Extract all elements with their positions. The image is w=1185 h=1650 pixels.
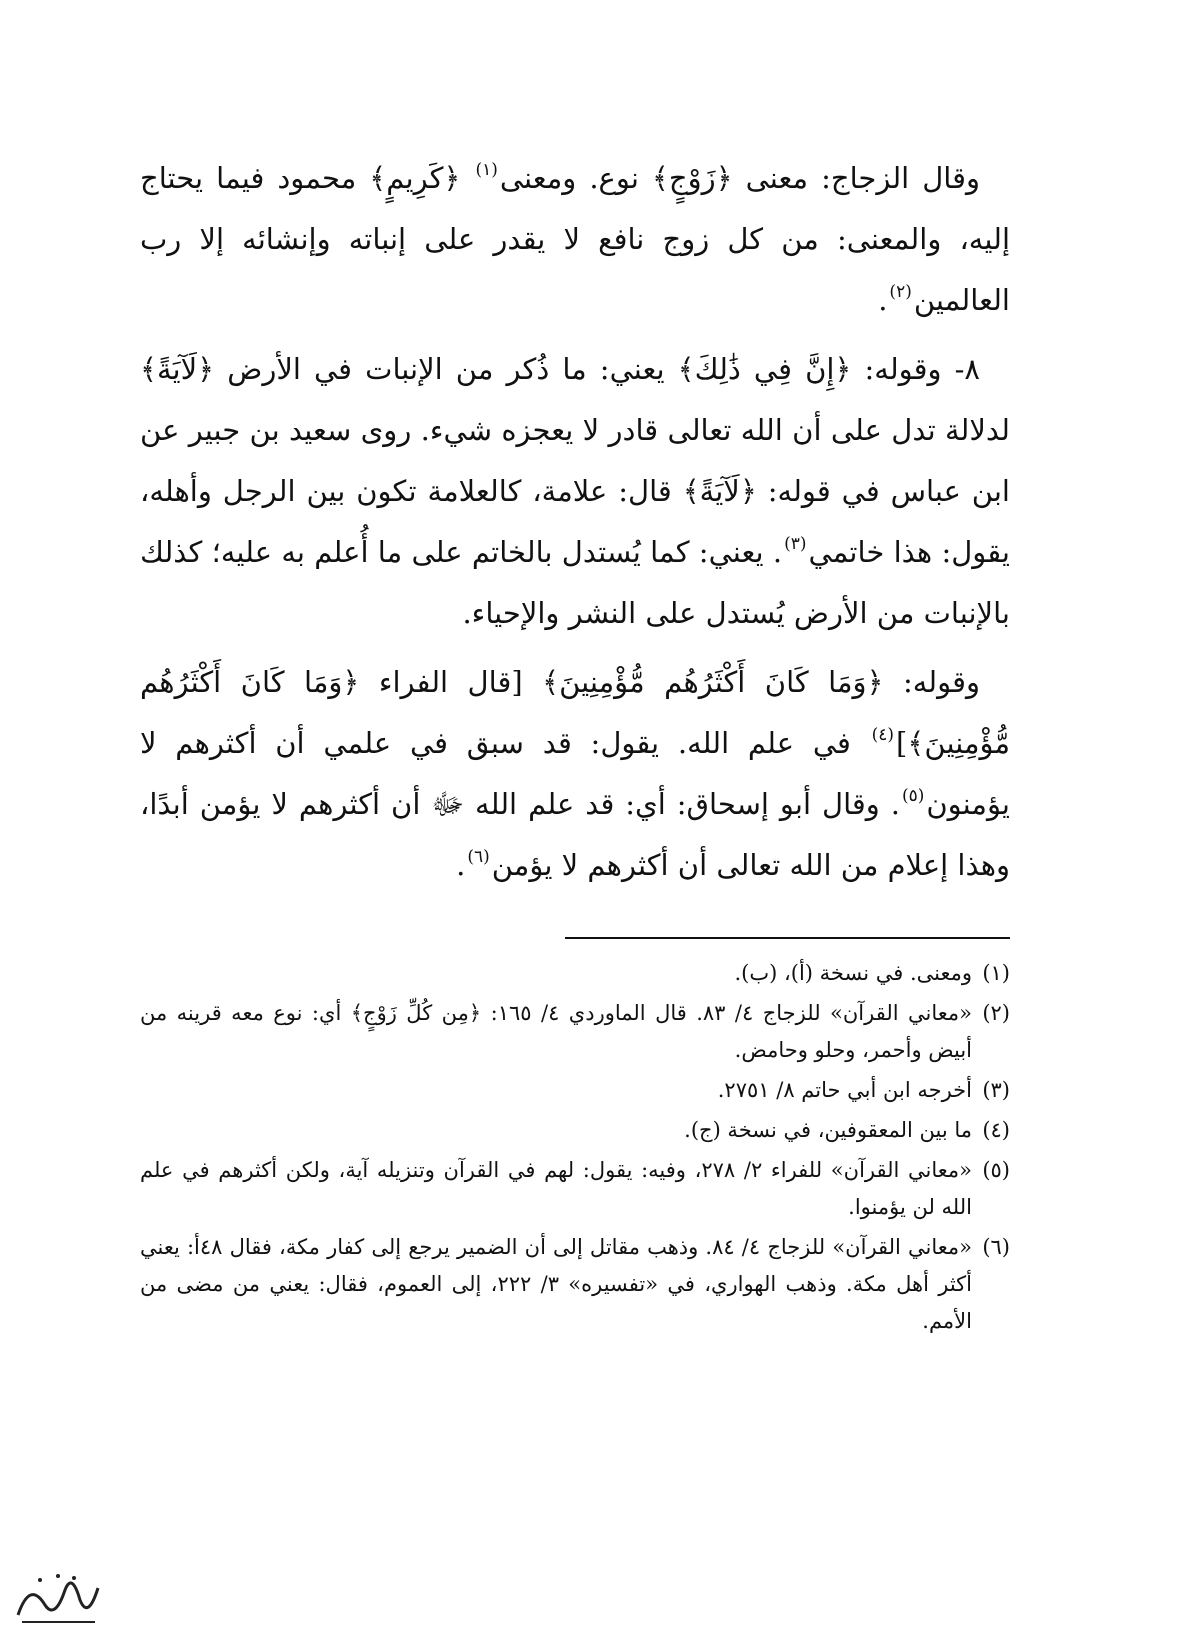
footnote-item [140, 1229, 1010, 1340]
footnote-separator [565, 937, 1010, 939]
paragraph-text: . وقال أبو إسحاق: أي: قد علم الله ﷻ أن أكثرهم لا يؤمن أبدًا، وهذا إعلام من الله تعالى أن أكثرهم لا يؤمن [140, 787, 1010, 882]
footnotes [140, 955, 1010, 1343]
quran-quote: ﴿زَوْجٍ﴾ [651, 161, 733, 195]
paragraph [140, 148, 1010, 331]
paragraph-text: . [878, 283, 888, 317]
footnote-ref: (٦) [467, 847, 490, 867]
paragraph-text: لدلالة تدل على أن الله تعالى قادر لا يعجزه شيء. روى سعيد بن جبير عن ابن عباس في قوله: [140, 413, 1010, 508]
paragraph-text: محمود فيما يحتاج إليه، والمعنى: من كل زوج نافع لا يقدر على إنباته وإنشائه إلا رب العالمين [140, 161, 1010, 317]
footnote-text: أخرجه ابن أبي حاتم ٨/ ٢٧٥١. [717, 1078, 972, 1102]
footnote-ref: (١) [475, 160, 498, 180]
publisher-logo [10, 1560, 105, 1632]
footnote-text: «معاني القرآن» للزجاج ٤/ ٨٤. وذهب مقاتل إلى أن الضمير يرجع إلى كفار مكة، فقال ٤٨أ: يعني أكثر أهل مكة. وذهب الهواري، في «تفسيره» ٣/ ٢٢٢، إلى العموم، فقال: يعني من مضى من الأمم. [140, 1235, 972, 1333]
footnote-text: «معاني القرآن» للفراء ٢/ ٢٧٨، وفيه: يقول: لهم في القرآن وتنزيله آية، ولكن أكثرهم في علم الله لن يؤمنوا. [140, 1158, 972, 1219]
paragraph-text: وقال الزجاج: معنى [732, 161, 981, 195]
quran-quote: ﴿وَمَا كَانَ أَكْثَرُهُم مُّؤْمِنِينَ﴾ [140, 665, 1010, 760]
paragraph-text: . يعني: كما يُستدل بالخاتم على ما أُعلم به عليه؛ كذلك بالإنبات من الأرض يُستدل على النشر والإحياء. [140, 535, 1010, 630]
paragraph-text: وقوله: [883, 665, 980, 699]
paragraph-text: يعني: ما ذُكر من الإنبات في الأرض [214, 352, 678, 386]
quran-quote: ﴿إِنَّ فِي ذَٰلِكَ﴾ [677, 352, 852, 386]
paragraph-text: [قال الفراء [359, 665, 543, 699]
paragraph-text: في علم الله. يقول: قد سبق في علمي أن أكثرهم لا يؤمنون [140, 726, 1010, 821]
footnote-text: «معاني القرآن» للزجاج ٤/ ٨٣. قال الماوردي ٤/ ١٦٥: ﴿مِن كُلِّ زَوْجٍ﴾ أي: نوع معه قرينه من أبيض وأحمر، وحلو وحامض. [140, 1001, 972, 1062]
paragraph-text: قال: علامة، كالعلامة تكون بين الرجل وأهله، يقول: هذا خاتمي [140, 474, 1011, 569]
footnote-ref: (٥) [901, 786, 925, 806]
footnote-ref: (٣) [784, 534, 807, 554]
footnote-number: (٤) [982, 1118, 1010, 1142]
footnote-text: ومعنى. في نسخة (أ)، (ب). [734, 961, 972, 985]
footnote-item [140, 1152, 1010, 1226]
paragraph-text: ٨- وقوله: [851, 352, 980, 386]
paragraph-text: ] [896, 726, 908, 760]
footnote-ref: (٢) [889, 282, 912, 302]
paragraph-text: نوع. ومعنى [499, 161, 652, 195]
footnote-number: (١) [982, 961, 1010, 985]
footnote-number: (٣) [982, 1078, 1010, 1102]
paragraph-text [460, 161, 473, 195]
paragraph-text: . [456, 848, 466, 882]
footnote-number: (٥) [982, 1158, 1010, 1182]
main-text [140, 148, 1010, 904]
paragraph [140, 652, 1010, 896]
quran-quote: ﴿لَآيَةً﴾ [682, 474, 757, 508]
footnote-ref: (٤) [871, 725, 895, 745]
footnote-item [140, 1112, 1010, 1149]
quran-quote: ﴿وَمَا كَانَ أَكْثَرُهُم مُّؤْمِنِينَ﴾ [542, 665, 884, 699]
footnote-item [140, 955, 1010, 992]
footnote-item [140, 995, 1010, 1069]
paragraph [140, 339, 1010, 644]
footnote-item [140, 1072, 1010, 1109]
quran-quote: ﴿كَرِيمٍ﴾ [369, 161, 461, 195]
footnote-number: (٦) [982, 1235, 1010, 1259]
footnote-number: (٢) [982, 1001, 1010, 1025]
footnote-text: ما بين المعقوفين، في نسخة (ج). [684, 1118, 972, 1142]
quran-quote: ﴿لَآيَةً﴾ [140, 352, 215, 386]
